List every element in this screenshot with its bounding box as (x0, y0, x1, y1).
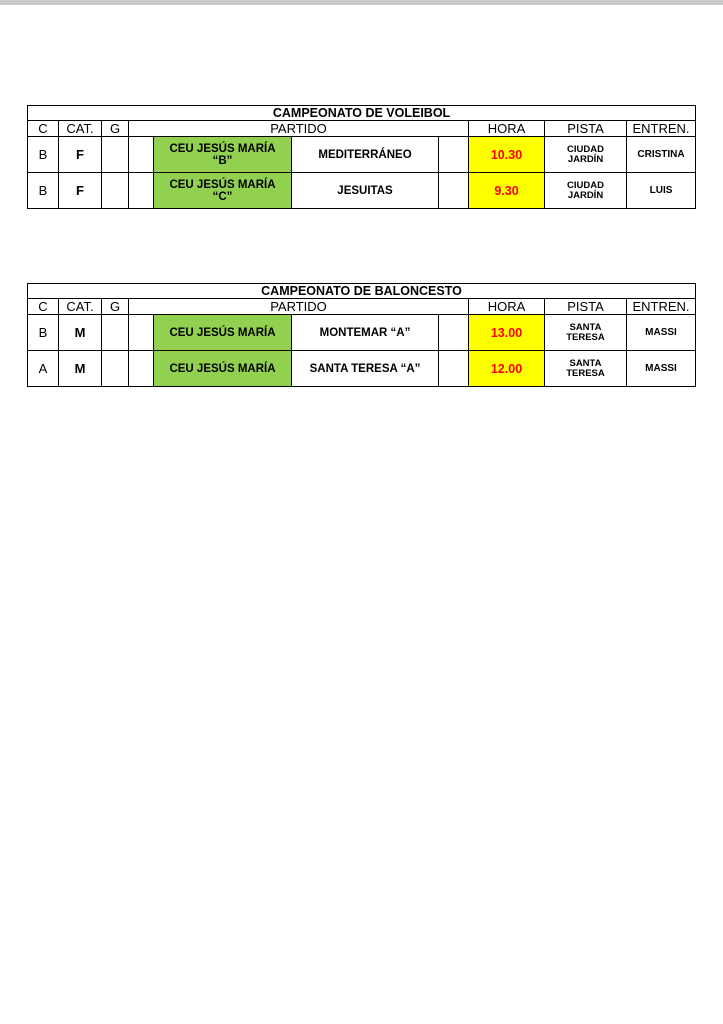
header-entren: ENTREN. (627, 299, 696, 315)
court-cell (545, 315, 627, 351)
time-cell: 9.30 (469, 173, 545, 209)
blank-cell (129, 173, 154, 209)
opponent-cell: MEDITERRÁNEO (292, 137, 439, 173)
team-name: CEU JESÚS MARÍA (169, 142, 276, 155)
header-cat: CAT. (59, 299, 102, 315)
time-cell: 12.00 (469, 351, 545, 387)
blank-cell (129, 137, 154, 173)
court-cell (545, 351, 627, 387)
coach-cell: MASSI (627, 351, 696, 387)
table-row (28, 315, 696, 351)
table-row (28, 351, 696, 387)
group-cell: B (28, 315, 59, 351)
group-cell: A (28, 351, 59, 387)
volleyball-title: CAMPEONATO DE VOLEIBOL (28, 106, 696, 121)
home-team-cell: CEU JESÚS MARÍA (154, 315, 292, 351)
home-team-cell: CEU JESÚS MARÍA (154, 351, 292, 387)
header-hora: HORA (469, 299, 545, 315)
header-hora: HORA (469, 121, 545, 137)
blank-cell (439, 315, 469, 351)
header-partido: PARTIDO (129, 299, 469, 315)
court-line2: JARDÍN (567, 189, 604, 201)
court-cell (545, 173, 627, 209)
court-line1: CIUDAD (567, 143, 604, 155)
header-g: G (102, 121, 129, 137)
coach-cell: MASSI (627, 315, 696, 351)
coach-cell: LUIS (627, 173, 696, 209)
g-cell (102, 137, 129, 173)
blank-cell (439, 173, 469, 209)
group-cell: B (28, 137, 59, 173)
blank-cell (129, 315, 154, 351)
home-team-cell (154, 173, 292, 209)
category-cell: M (59, 351, 102, 387)
home-team-cell (154, 137, 292, 173)
group-cell: B (28, 173, 59, 209)
page-top-border (0, 0, 723, 5)
team-letter: “B” (212, 154, 233, 167)
g-cell (102, 351, 129, 387)
court-line1: CIUDAD (567, 179, 604, 191)
basketball-table (27, 283, 696, 387)
opponent-cell: MONTEMAR “A” (292, 315, 439, 351)
header-c: C (28, 121, 59, 137)
time-cell: 10.30 (469, 137, 545, 173)
header-entren: ENTREN. (627, 121, 696, 137)
category-cell: F (59, 137, 102, 173)
coach-cell: CRISTINA (627, 137, 696, 173)
time-cell: 13.00 (469, 315, 545, 351)
court-line2: TERESA (566, 367, 605, 379)
g-cell (102, 315, 129, 351)
header-cat: CAT. (59, 121, 102, 137)
header-partido: PARTIDO (129, 121, 469, 137)
blank-cell (439, 137, 469, 173)
header-pista: PISTA (545, 299, 627, 315)
team-name: CEU JESÚS MARÍA (169, 178, 276, 191)
category-cell: F (59, 173, 102, 209)
category-cell: M (59, 315, 102, 351)
court-line2: JARDÍN (567, 153, 604, 165)
court-line2: TERESA (566, 331, 605, 343)
volleyball-table (27, 105, 696, 209)
blank-cell (129, 351, 154, 387)
header-g: G (102, 299, 129, 315)
basketball-title: CAMPEONATO DE BALONCESTO (28, 284, 696, 299)
opponent-cell: SANTA TERESA “A” (292, 351, 439, 387)
g-cell (102, 173, 129, 209)
court-line1: SANTA (569, 357, 602, 369)
blank-cell (439, 351, 469, 387)
court-cell (545, 137, 627, 173)
team-letter: “C” (212, 190, 233, 203)
header-c: C (28, 299, 59, 315)
table-row (28, 173, 696, 209)
court-line1: SANTA (569, 321, 602, 333)
opponent-cell: JESUITAS (292, 173, 439, 209)
header-pista: PISTA (545, 121, 627, 137)
table-row (28, 137, 696, 173)
